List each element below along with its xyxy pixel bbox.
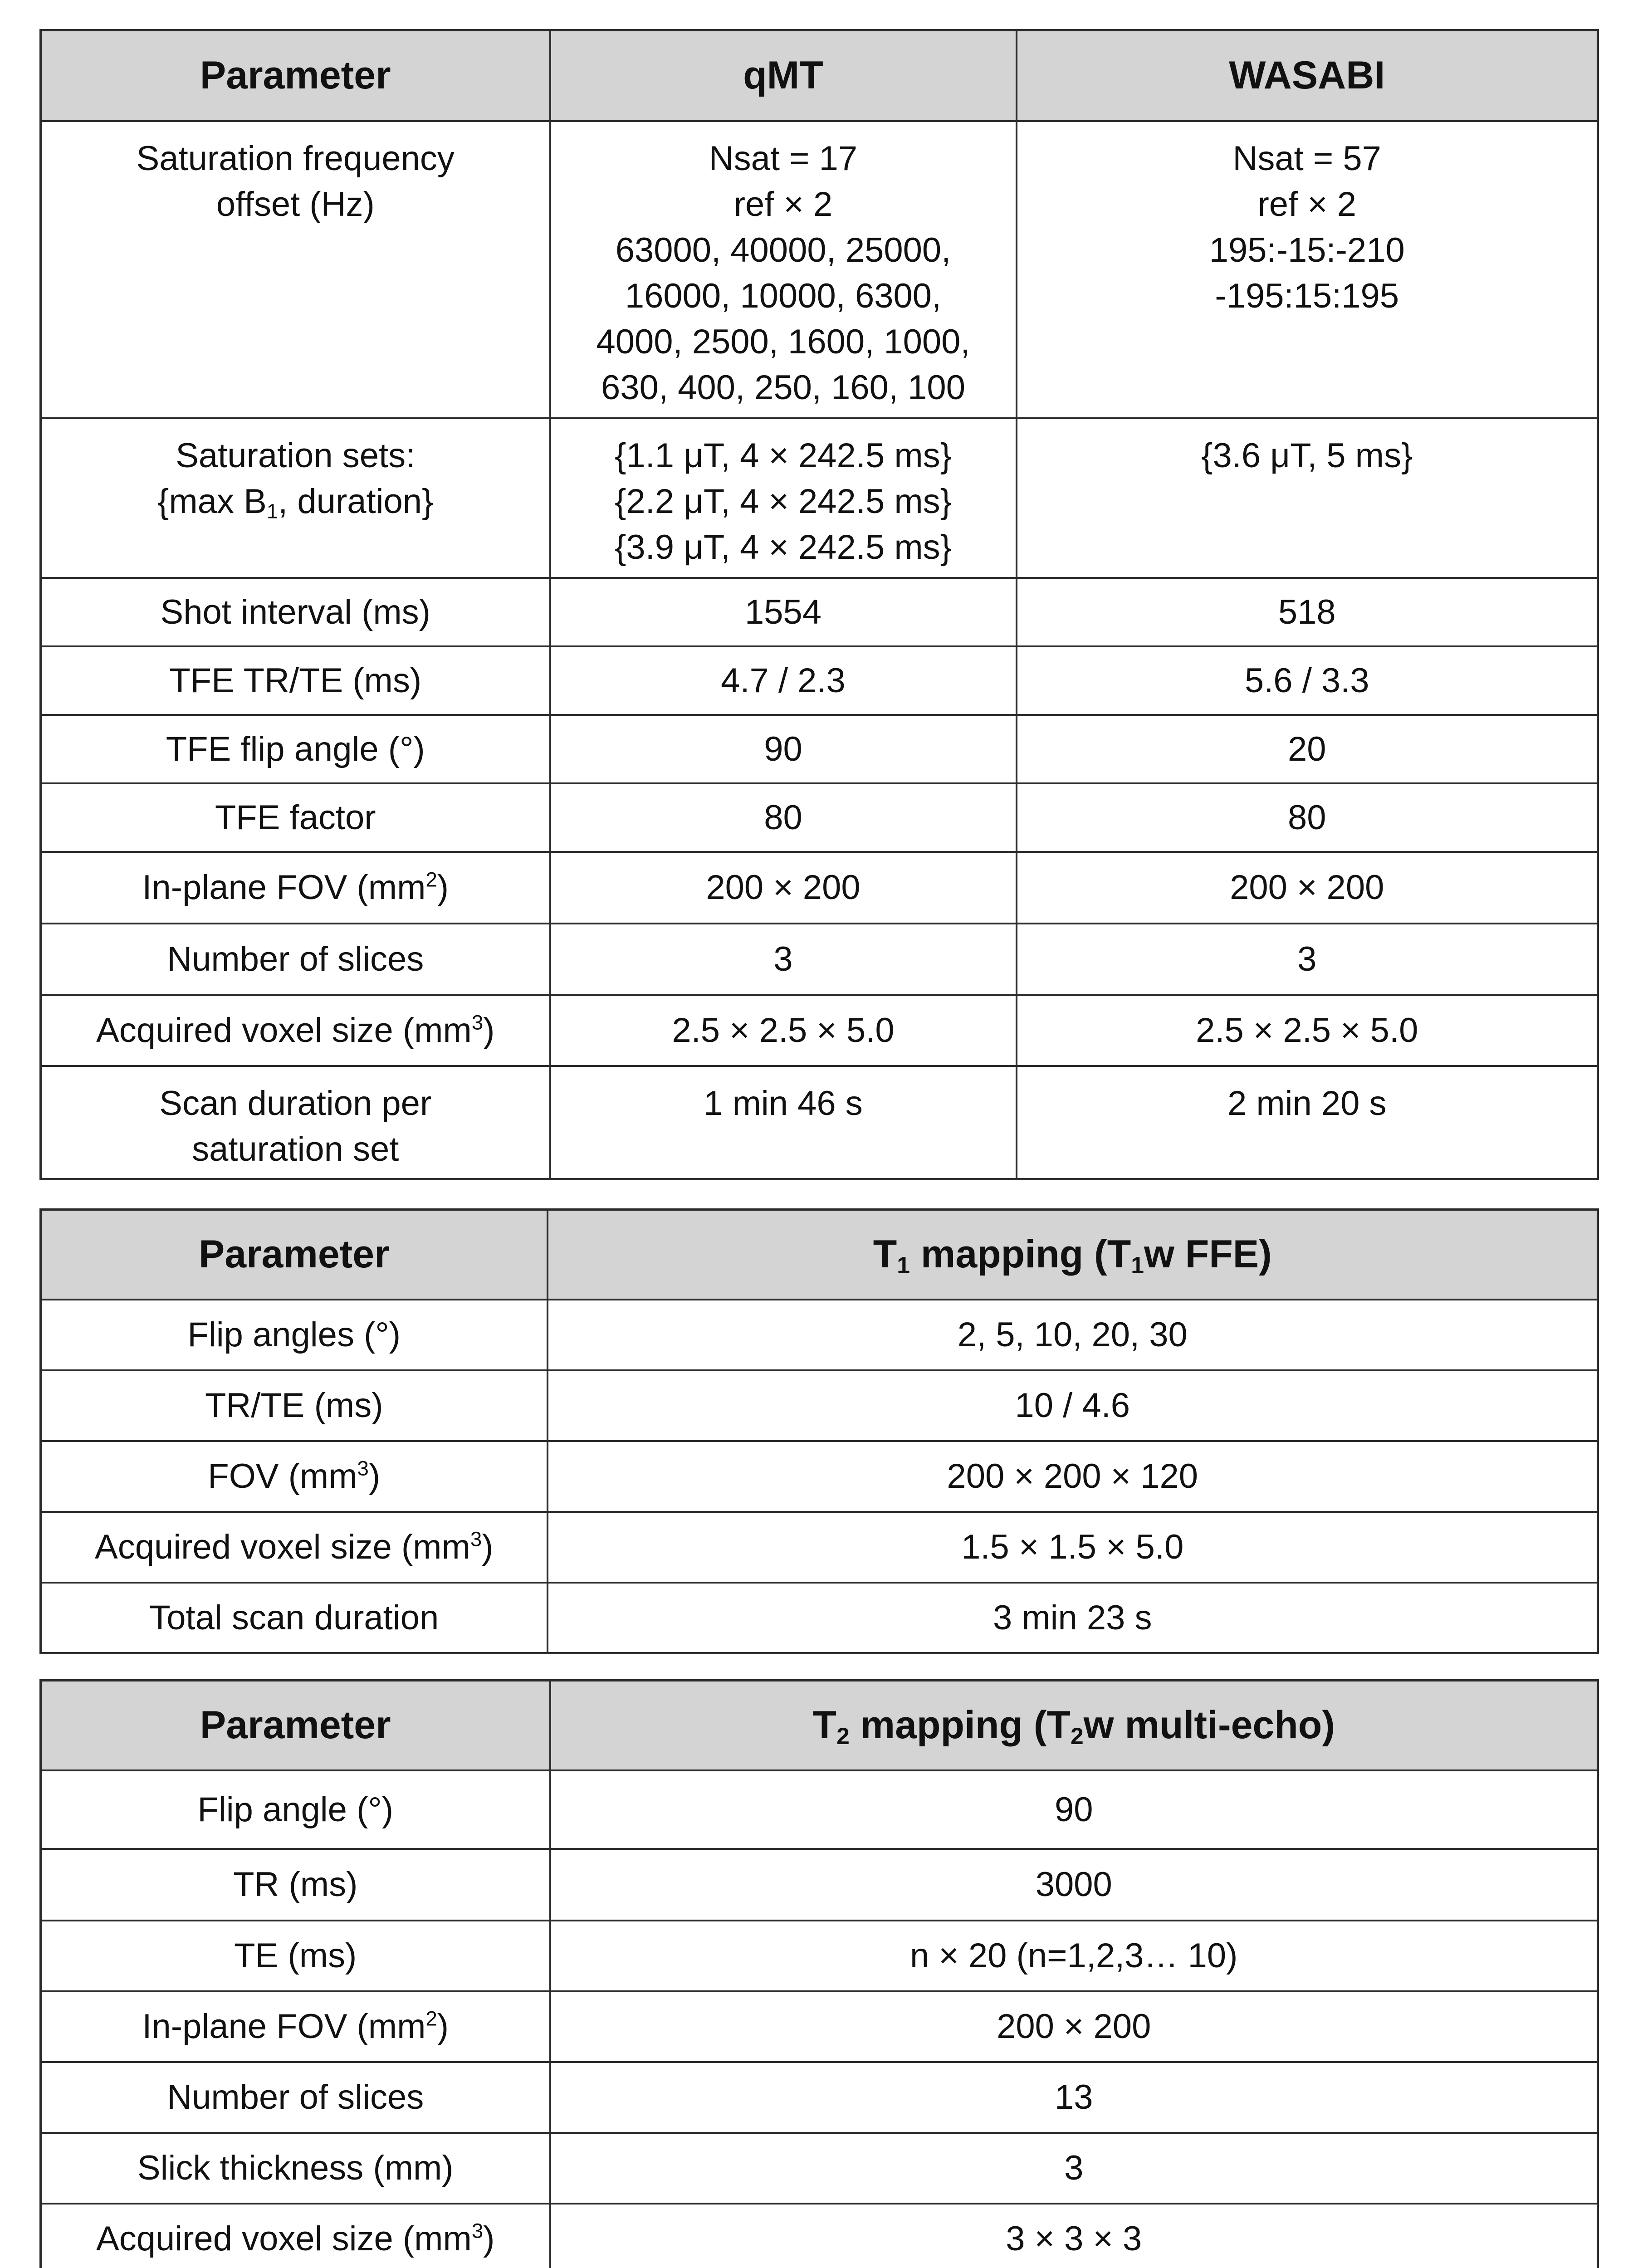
wasabi-cell: 518	[1017, 578, 1598, 646]
table-row	[41, 1849, 1598, 1921]
qmt-cell: 1 min 46 s	[550, 1066, 1017, 1179]
label-text: )	[437, 868, 449, 907]
row-label: Number of slices	[41, 2062, 550, 2133]
row-label	[41, 2204, 550, 2268]
subscript: 1	[266, 499, 279, 523]
table-header-row	[41, 1681, 1598, 1770]
label-text: )	[483, 1011, 495, 1050]
superscript: 2	[425, 868, 437, 891]
value-cell: 2, 5, 10, 20, 30	[548, 1300, 1598, 1370]
label-line: Saturation frequency	[136, 139, 455, 178]
table-header-row	[41, 1210, 1598, 1300]
t2-mapping-table	[39, 1679, 1599, 2268]
subscript: 1	[897, 1252, 910, 1279]
qmt-cell: 80	[550, 783, 1017, 852]
cell-line: {2.2 μT, 4 × 242.5 ms}	[614, 482, 952, 521]
value-cell: 3000	[550, 1849, 1598, 1921]
table-row	[41, 924, 1598, 995]
qmt-cell	[550, 418, 1017, 578]
wasabi-cell	[1017, 121, 1598, 418]
label-text: In-plane FOV (mm	[142, 868, 426, 907]
table-row	[41, 646, 1598, 715]
value-cell: 200 × 200 × 120	[548, 1441, 1598, 1512]
wasabi-cell: 200 × 200	[1017, 852, 1598, 924]
row-label: TR/TE (ms)	[41, 1370, 548, 1441]
table-row	[41, 1370, 1598, 1441]
qmt-cell: 90	[550, 715, 1017, 783]
table-row	[41, 2204, 1598, 2268]
row-label: TFE flip angle (°)	[41, 715, 550, 783]
subscript: 1	[1131, 1252, 1144, 1279]
table-row	[41, 783, 1598, 852]
subscript: 2	[1071, 1723, 1084, 1750]
wasabi-cell: 2.5 × 2.5 × 5.0	[1017, 995, 1598, 1066]
header-text: mapping (T	[909, 1232, 1131, 1276]
cell-line: 4000, 2500, 1600, 1000,	[596, 322, 970, 361]
label-text: Acquired voxel size (mm	[96, 1011, 472, 1050]
label-text: In-plane FOV (mm	[142, 2007, 426, 2046]
table-row	[41, 1512, 1598, 1583]
qmt-cell: 2.5 × 2.5 × 5.0	[550, 995, 1017, 1066]
cell-line: ref × 2	[1257, 185, 1357, 224]
header-parameter: Parameter	[41, 30, 550, 121]
label-text: Acquired voxel size (mm	[96, 2219, 472, 2258]
row-label: Flip angles (°)	[41, 1300, 548, 1370]
header-parameter: Parameter	[41, 1210, 548, 1300]
row-label: Flip angle (°)	[41, 1770, 550, 1849]
header-t2-mapping	[550, 1681, 1598, 1770]
table-row	[41, 995, 1598, 1066]
row-label: Slick thickness (mm)	[41, 2133, 550, 2204]
label-line	[45, 479, 546, 524]
value-cell: n × 20 (n=1,2,3… 10)	[550, 1921, 1598, 1991]
label-text: Acquired voxel size (mm	[95, 1528, 470, 1566]
label-text: {max B	[157, 482, 267, 521]
table-header-row	[41, 30, 1598, 121]
table-row	[41, 578, 1598, 646]
label-line: Scan duration per	[159, 1084, 432, 1123]
label-line: Saturation sets:	[176, 436, 416, 475]
table-row	[41, 418, 1598, 578]
table-row	[41, 852, 1598, 924]
value-cell: 10 / 4.6	[548, 1370, 1598, 1441]
qmt-wasabi-table	[39, 29, 1599, 1180]
table-row	[41, 715, 1598, 783]
wasabi-cell: 3	[1017, 924, 1598, 995]
qmt-cell: 1554	[550, 578, 1017, 646]
label-line: saturation set	[192, 1129, 399, 1168]
row-label	[41, 418, 550, 578]
qmt-cell: 4.7 / 2.3	[550, 646, 1017, 715]
value-cell: 1.5 × 1.5 × 5.0	[548, 1512, 1598, 1583]
cell-line: Nsat = 17	[709, 139, 858, 178]
cell-line: ref × 2	[733, 185, 833, 224]
superscript: 3	[357, 1457, 369, 1480]
value-cell: 90	[550, 1770, 1598, 1849]
superscript: 3	[470, 1527, 482, 1551]
row-label	[41, 995, 550, 1066]
cell-line: 16000, 10000, 6300,	[625, 276, 942, 315]
wasabi-cell: 2 min 20 s	[1017, 1066, 1598, 1179]
label-text: )	[483, 2219, 495, 2258]
value-cell: 200 × 200	[550, 1991, 1598, 2062]
header-text: mapping (T	[849, 1703, 1071, 1747]
label-text: FOV (mm	[208, 1457, 357, 1496]
header-t1-mapping	[548, 1210, 1598, 1300]
cell-line: 195:-15:-210	[1209, 230, 1405, 269]
row-label	[41, 852, 550, 924]
table-row	[41, 2133, 1598, 2204]
value-cell: 3	[550, 2133, 1598, 2204]
row-label: TE (ms)	[41, 1921, 550, 1991]
row-label: TFE TR/TE (ms)	[41, 646, 550, 715]
label-text: )	[482, 1528, 494, 1566]
header-text: T	[873, 1232, 897, 1276]
row-label	[41, 1991, 550, 2062]
row-label: Shot interval (ms)	[41, 578, 550, 646]
cell-line: {3.9 μT, 4 × 242.5 ms}	[614, 528, 952, 567]
t1-mapping-table	[39, 1208, 1599, 1654]
table-row	[41, 1991, 1598, 2062]
row-label: Total scan duration	[41, 1583, 548, 1653]
table-row	[41, 1583, 1598, 1653]
label-text: )	[437, 2007, 449, 2046]
value-cell: 13	[550, 2062, 1598, 2133]
table-row	[41, 1441, 1598, 1512]
wasabi-cell: 20	[1017, 715, 1598, 783]
row-label	[41, 1441, 548, 1512]
cell-line: 63000, 40000, 25000,	[615, 230, 951, 269]
qmt-cell: 3	[550, 924, 1017, 995]
superscript: 2	[425, 2007, 437, 2030]
header-text: w multi-echo)	[1083, 1703, 1335, 1747]
superscript: 3	[471, 1011, 484, 1034]
row-label	[41, 1066, 550, 1179]
header-text: w FFE)	[1144, 1232, 1272, 1276]
cell-line: 630, 400, 250, 160, 100	[601, 368, 965, 407]
table-row	[41, 1770, 1598, 1849]
table-row	[41, 121, 1598, 418]
label-line: offset (Hz)	[216, 185, 375, 224]
value-cell: 3 min 23 s	[548, 1583, 1598, 1653]
table-row	[41, 1921, 1598, 1991]
table-row	[41, 1066, 1598, 1179]
qmt-cell	[550, 121, 1017, 418]
row-label: Number of slices	[41, 924, 550, 995]
row-label	[41, 121, 550, 418]
cell-line: Nsat = 57	[1232, 139, 1381, 178]
qmt-cell: 200 × 200	[550, 852, 1017, 924]
row-label: TFE factor	[41, 783, 550, 852]
header-parameter: Parameter	[41, 1681, 550, 1770]
superscript: 3	[471, 2219, 484, 2243]
label-text: )	[368, 1457, 381, 1496]
header-text: T	[812, 1703, 837, 1747]
wasabi-cell: 80	[1017, 783, 1598, 852]
wasabi-cell	[1017, 418, 1598, 578]
row-label	[41, 1512, 548, 1583]
row-label: TR (ms)	[41, 1849, 550, 1921]
cell-line: {1.1 μT, 4 × 242.5 ms}	[614, 436, 952, 475]
subscript: 2	[836, 1723, 850, 1750]
wasabi-cell: 5.6 / 3.3	[1017, 646, 1598, 715]
header-wasabi: WASABI	[1017, 30, 1598, 121]
value-cell: 3 × 3 × 3	[550, 2204, 1598, 2268]
cell-line: {3.6 μT, 5 ms}	[1201, 436, 1413, 475]
table-row	[41, 1300, 1598, 1370]
cell-line: -195:15:195	[1215, 276, 1399, 315]
label-text: , duration}	[278, 482, 434, 521]
header-qmt: qMT	[550, 30, 1017, 121]
table-row	[41, 2062, 1598, 2133]
